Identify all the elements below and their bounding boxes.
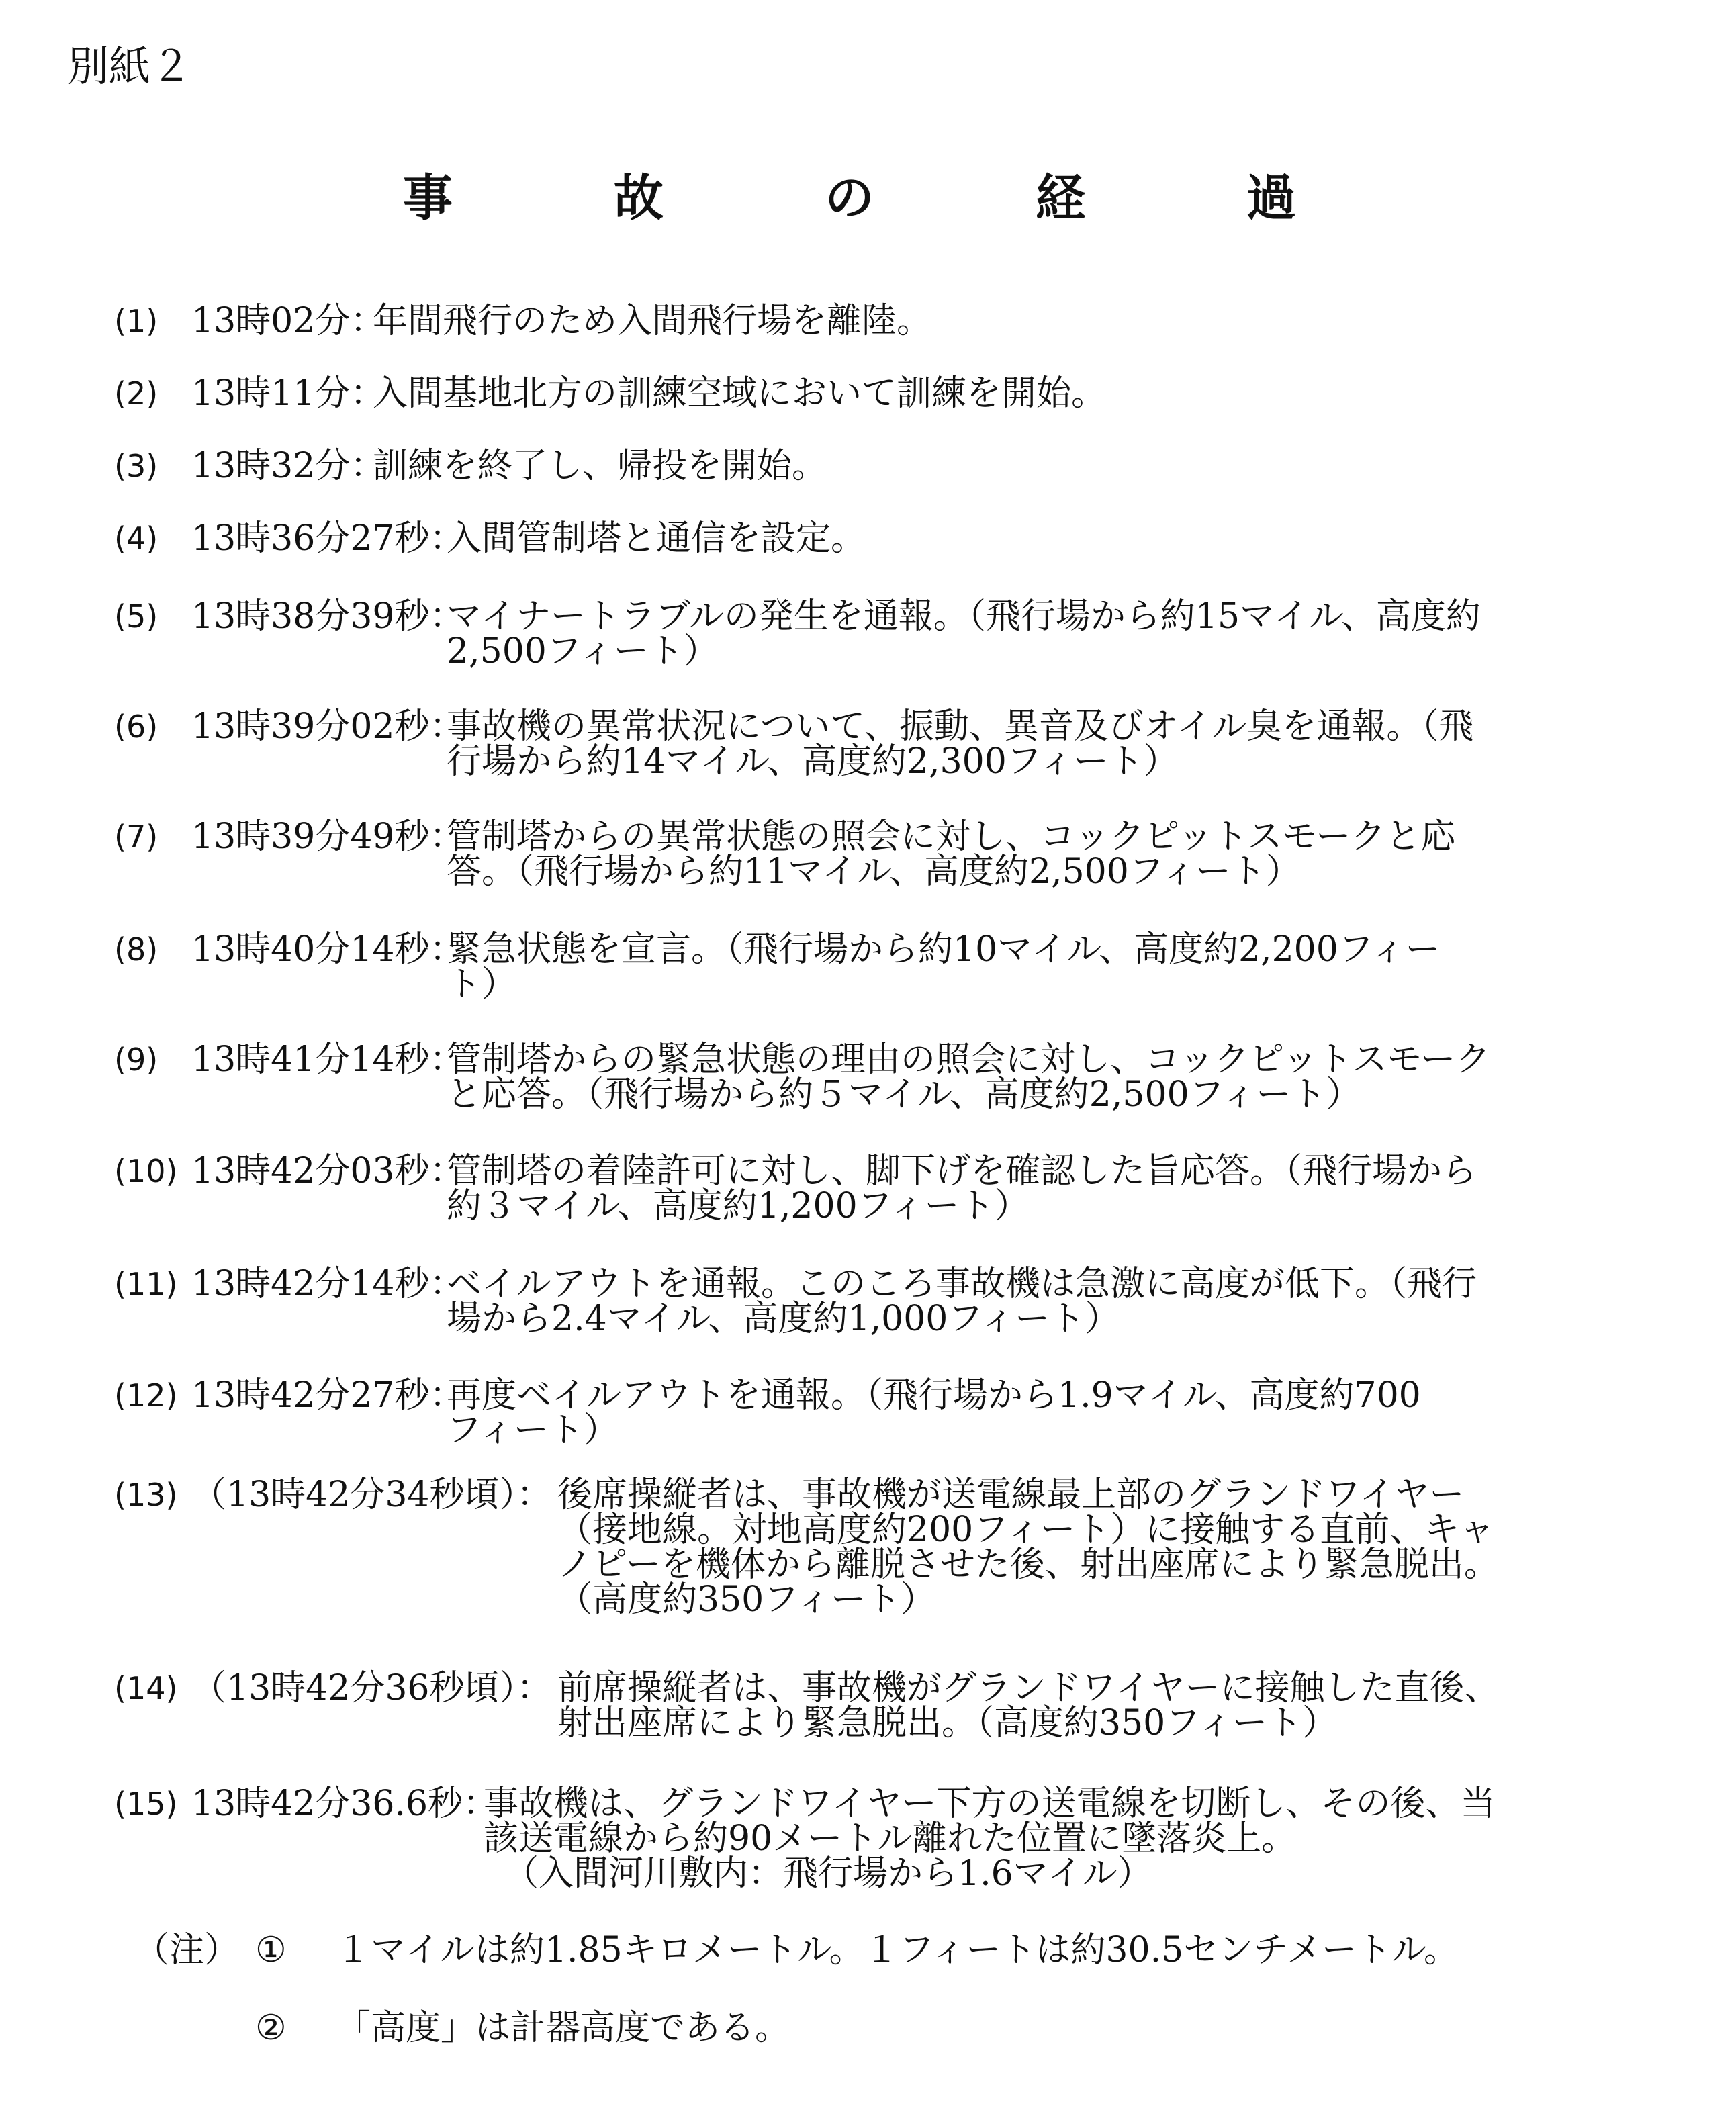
entry-line: 約３マイル、高度約1,200フィート） xyxy=(447,1186,1030,1226)
entry-line: 管制塔からの緊急状態の理由の照会に対し、コックピットスモーク xyxy=(447,1040,1491,1080)
entry-number: (10) xyxy=(114,1153,178,1189)
entry-line: 該送電線から約90メートル離れた位置に墜落炎上。 xyxy=(484,1819,1297,1859)
entry-number: (11) xyxy=(114,1266,178,1302)
note-item xyxy=(255,1930,1459,1970)
entry-line: 年間飛行のため入間飛行場を離陸。 xyxy=(373,301,932,341)
entry-number: (6) xyxy=(114,708,158,745)
entry-time: （13時42分36秒頃）： xyxy=(191,1668,552,1708)
entry-line: 後席操縦者は、事故機が送電線最上部のグランドワイヤー xyxy=(557,1475,1465,1515)
entry-line: 管制塔からの異常状態の照会に対し、コックピットスモークと応 xyxy=(447,817,1456,857)
entry-line: 再度ベイルアウトを通報。（飛行場から1.9マイル、高度約700 xyxy=(447,1375,1421,1416)
entry-line: ノピーを機体から離脱させた後、射出座席により緊急脱出。 xyxy=(557,1545,1499,1585)
title-char: の xyxy=(825,169,874,227)
entry-time: 13時39分49秒： xyxy=(191,817,465,857)
entry-line: 行場から約14マイル、高度約2,300フィート） xyxy=(447,741,1179,782)
attachment-label: 別紙２ xyxy=(67,42,193,91)
entry-description xyxy=(447,1151,1477,1226)
entry-line: 前席操縦者は、事故機がグランドワイヤーに接触した直後、 xyxy=(557,1668,1500,1708)
entry-time: 13時02分： xyxy=(191,301,385,341)
entry-description xyxy=(447,1040,1491,1115)
entry-time: 13時41分14秒： xyxy=(191,1040,465,1080)
entry-number: (9) xyxy=(114,1042,158,1078)
entry-description xyxy=(447,929,1441,1005)
title-char: 事 xyxy=(403,169,453,227)
entry-time: 13時11分： xyxy=(191,373,385,414)
entry-description xyxy=(373,446,827,486)
entry-time: 13時38分39秒： xyxy=(191,596,465,637)
entry-description xyxy=(447,596,1481,672)
entry-description xyxy=(484,1784,1496,1894)
entry-line: 射出座席により緊急脱出。（高度約350フィート） xyxy=(557,1703,1338,1743)
entry-number: (3) xyxy=(114,448,158,484)
title-char: 故 xyxy=(614,169,664,227)
entry-time: 13時42分03秒： xyxy=(191,1151,465,1191)
entry-number: (12) xyxy=(114,1377,178,1414)
entry-line: 場から2.4マイル、高度約1,000フィート） xyxy=(447,1299,1120,1339)
entry-description xyxy=(557,1475,1499,1620)
entry-line: （入間河川敷内：飛行場から1.6マイル） xyxy=(504,1853,1152,1894)
entry-description xyxy=(373,373,1107,414)
entry-line: 入間基地北方の訓練空域において訓練を開始。 xyxy=(373,373,1107,414)
entry-line: （接地線。対地高度約200フィート）に接触する直前、キャ xyxy=(557,1510,1495,1550)
entry-number: (5) xyxy=(114,598,158,635)
entry-line: 緊急状態を宣言。（飛行場から約10マイル、高度約2,200フィー xyxy=(447,929,1441,970)
note-text: 「高度」は計器高度である。 xyxy=(336,2008,790,2048)
entry-number: (13) xyxy=(114,1477,178,1513)
entry-time: 13時42分36.6秒： xyxy=(191,1784,498,1824)
entry-time: 13時32分： xyxy=(191,446,385,486)
note-mark: ① xyxy=(255,1930,287,1970)
entry-line: 事故機は、グランドワイヤー下方の送電線を切断し、その後、当 xyxy=(484,1784,1496,1824)
note-mark: ② xyxy=(255,2008,287,2048)
entry-description xyxy=(447,706,1474,782)
entry-line: 管制塔の着陸許可に対し、脚下げを確認した旨応答。（飛行場から xyxy=(447,1151,1477,1191)
entry-line: 2,500フィート） xyxy=(447,631,719,672)
note-item xyxy=(255,2008,790,2048)
entry-line: と応答。（飛行場から約５マイル、高度約2,500フィート） xyxy=(447,1074,1361,1115)
entry-number: (8) xyxy=(114,931,158,968)
entry-line: 答。（飛行場から約11マイル、高度約2,500フィート） xyxy=(447,852,1301,892)
entry-description xyxy=(447,817,1456,892)
entry-line: 事故機の異常状況について、振動、異音及びオイル臭を通報。（飛 xyxy=(447,706,1474,747)
entry-number: (2) xyxy=(114,375,158,412)
entry-number: (4) xyxy=(114,520,158,557)
entry-time: 13時39分02秒： xyxy=(191,706,465,747)
entry-number: (15) xyxy=(114,1786,178,1822)
entry-number: (7) xyxy=(114,819,158,855)
entry-line: マイナートラブルの発生を通報。（飛行場から約15マイル、高度約 xyxy=(447,596,1481,637)
page-title xyxy=(403,169,1296,227)
entry-line: 入間管制塔と通信を設定。 xyxy=(447,518,866,559)
entry-line: 訓練を終了し、帰投を開始。 xyxy=(373,446,827,486)
entry-number: (1) xyxy=(114,303,158,339)
entry-line: フィート） xyxy=(447,1410,619,1451)
entry-description xyxy=(373,301,932,341)
entry-line: ト） xyxy=(447,964,517,1005)
notes-label: （注） xyxy=(134,1930,240,1970)
entry-number: (14) xyxy=(114,1670,178,1706)
entry-time: 13時36分27秒： xyxy=(191,518,465,559)
entry-description xyxy=(557,1668,1500,1743)
entry-description xyxy=(447,1264,1477,1339)
entry-time: （13時42分34秒頃）： xyxy=(191,1475,552,1515)
entry-time: 13時42分27秒： xyxy=(191,1375,465,1416)
entry-time: 13時42分14秒： xyxy=(191,1264,465,1304)
title-char: 経 xyxy=(1036,169,1085,227)
entry-line: ベイルアウトを通報。このころ事故機は急激に高度が低下。（飛行 xyxy=(447,1264,1477,1304)
entry-description xyxy=(447,1375,1421,1451)
note-text: １マイルは約1.85キロメートル。１フィートは約30.5センチメートル。 xyxy=(336,1930,1459,1970)
entry-time: 13時40分14秒： xyxy=(191,929,465,970)
entry-line: （高度約350フィート） xyxy=(557,1579,936,1620)
title-char: 過 xyxy=(1246,169,1296,227)
entry-description xyxy=(447,518,866,559)
